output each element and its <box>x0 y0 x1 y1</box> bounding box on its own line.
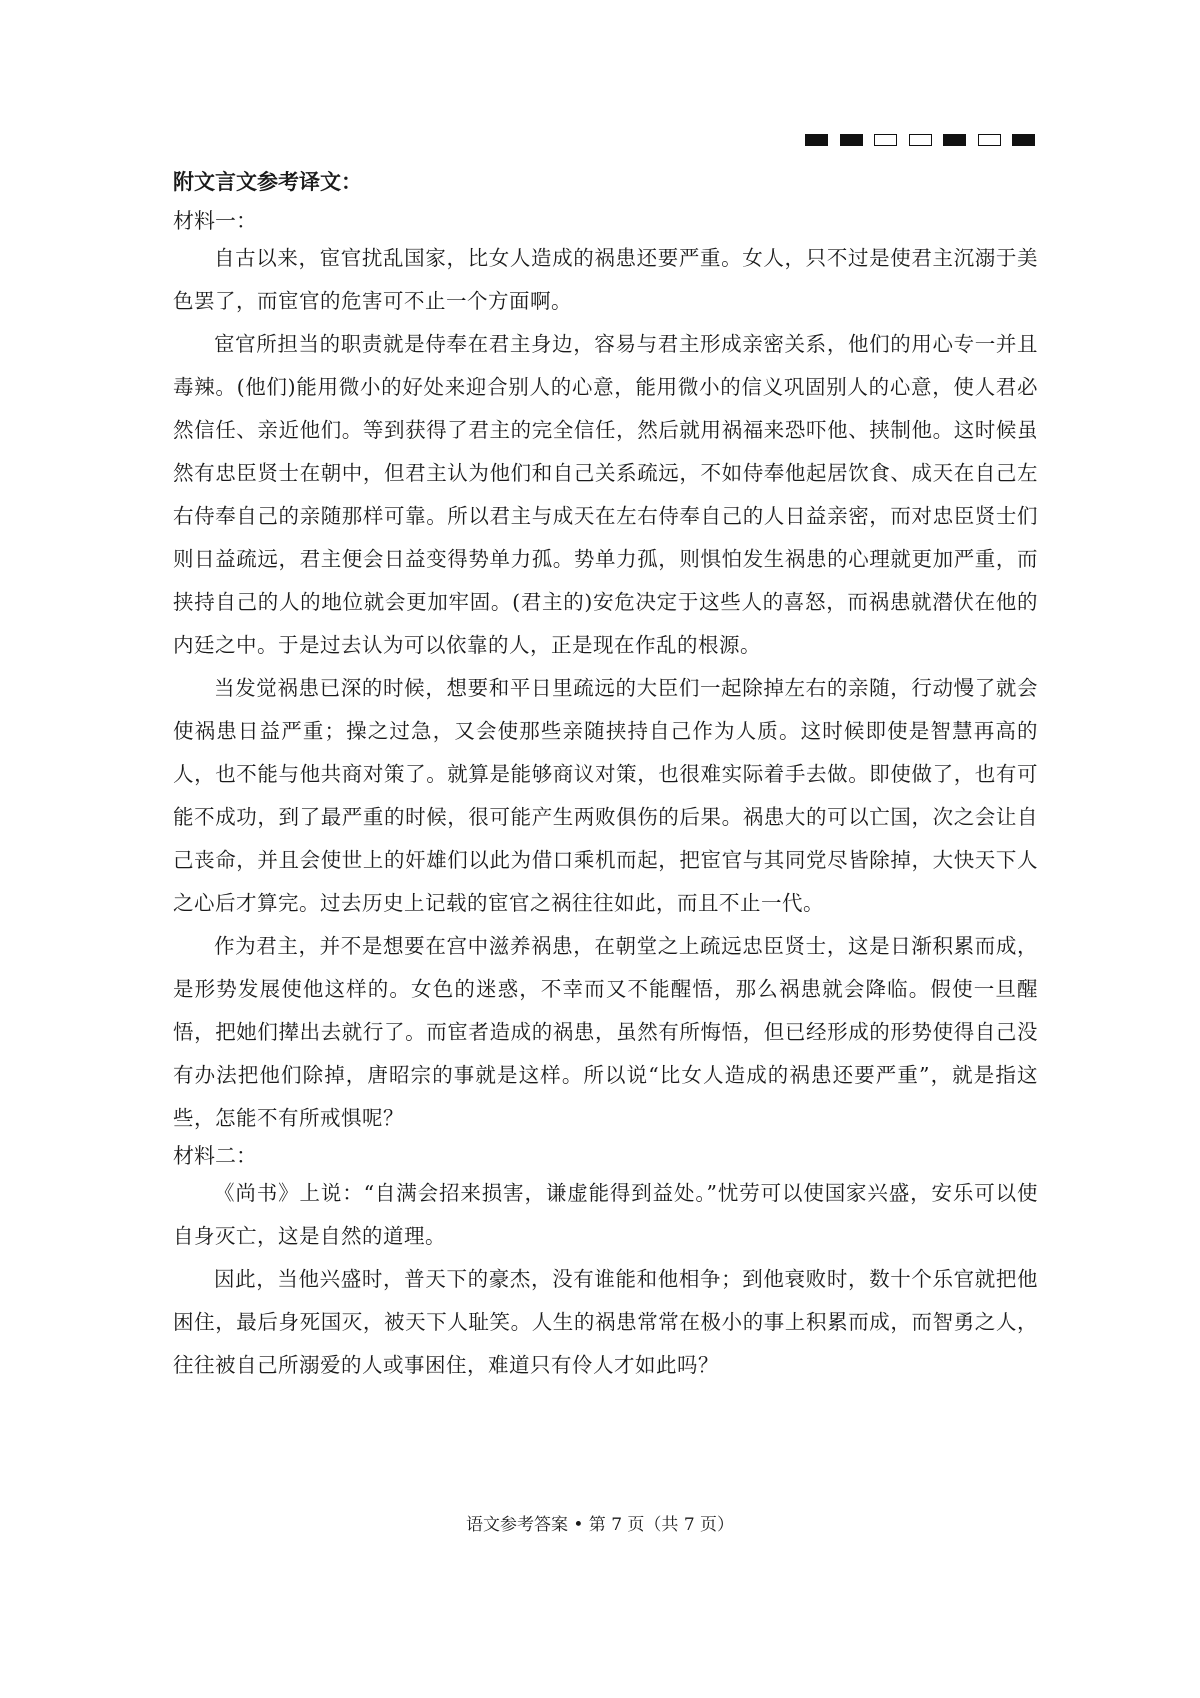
header-marks <box>805 134 1047 147</box>
material-two-paragraph-1: 《尚书》上说：“自满会招来损害，谦虚能得到益处。”忧劳可以使国家兴盛，安乐可以使自身灭亡，这是自然的道理。 <box>173 1181 1038 1248</box>
header-mark <box>978 134 1001 146</box>
material-one-paragraph-2: 宦官所担当的职责就是侍奉在君主身边，容易与君主形成亲密关系，他们的用心专一并且毒辣。(他们)能用微小的好处来迎合别人的心意，能用微小的信义巩固别人的心意，使人君必然信任、亲近他们。等到获得了君主的完全信任，然后就用祸福来恐吓他、挟制他。这时候虽然有忠臣贤士在朝中，但君主认为他们和自己关系疏远，不如侍奉他起居饮食、成天在自己左右侍奉自己的亲随那样可靠。所以君主与成天在左右侍奉自己的人日益亲密，而对忠臣贤士们则日益疏远，君主便会日益变得势单力孤。势单力孤，则惧怕发生祸患的心理就更加严重，而挟持自己的人的地位就会更加牢固。(君主的)安危决定于这些人的喜怒，而祸患就潜伏在他的内廷之中。于是过去认为可以依靠的人，正是现在作乱的根源。 <box>173 332 1038 657</box>
material-one-label: 材料一： <box>173 209 257 233</box>
material-one-paragraph-4: 作为君主，并不是想要在宫中滋养祸患，在朝堂之上疏远忠臣贤士，这是日渐积累而成，是形势发展使他这样的。女色的迷惑，不幸而又不能醒悟，那么祸患就会降临。假使一旦醒悟，把她们撵出去就行了。而宦者造成的祸患，虽然有所悔悟，但已经形成的形势使得自己没有办法把他们除掉，唐昭宗的事就是这样。所以说“比女人造成的祸患还要严重”，就是指这些，怎能不有所戒惧呢？ <box>173 934 1038 1130</box>
header-mark <box>943 134 966 146</box>
material-two-label: 材料二： <box>173 1144 257 1168</box>
header-mark <box>840 134 863 146</box>
material-two-paragraph-2: 因此，当他兴盛时，普天下的豪杰，没有谁能和他相争；到他衰败时，数十个乐官就把他困住，最后身死国灭，被天下人耻笑。人生的祸患常常在极小的事上积累而成，而智勇之人，往往被自己所溺爱的人或事困住，难道只有伶人才如此吗？ <box>173 1267 1038 1377</box>
page-footer: 语文参考答案 • 第 7 页（共 7 页） <box>465 1515 735 1535</box>
header-mark <box>874 134 897 146</box>
material-one-paragraph-3: 当发觉祸患已深的时候，想要和平日里疏远的大臣们一起除掉左右的亲随，行动慢了就会使祸患日益严重；操之过急，又会使那些亲随挟持自己作为人质。这时候即使是智慧再高的人，也不能与他共商对策了。就算是能够商议对策，也很难实际着手去做。即使做了，也有可能不成功，到了最严重的时候，很可能产生两败俱伤的后果。祸患大的可以亡国，次之会让自己丧命，并且会使世上的奸雄们以此为借口乘机而起，把宦官与其同党尽皆除掉，大快天下人之心后才算完。过去历史上记载的宦官之祸往往如此，而且不止一代。 <box>173 676 1038 915</box>
header-mark <box>805 134 828 146</box>
material-one-paragraph-1: 自古以来，宦官扰乱国家，比女人造成的祸患还要严重。女人，只不过是使君主沉溺于美色罢了，而宦官的危害可不止一个方面啊。 <box>173 246 1038 313</box>
header-mark <box>909 134 932 146</box>
header-mark <box>1012 134 1035 146</box>
section-heading: 附文言文参考译文： <box>173 170 362 194</box>
document-body <box>173 168 1038 1387</box>
